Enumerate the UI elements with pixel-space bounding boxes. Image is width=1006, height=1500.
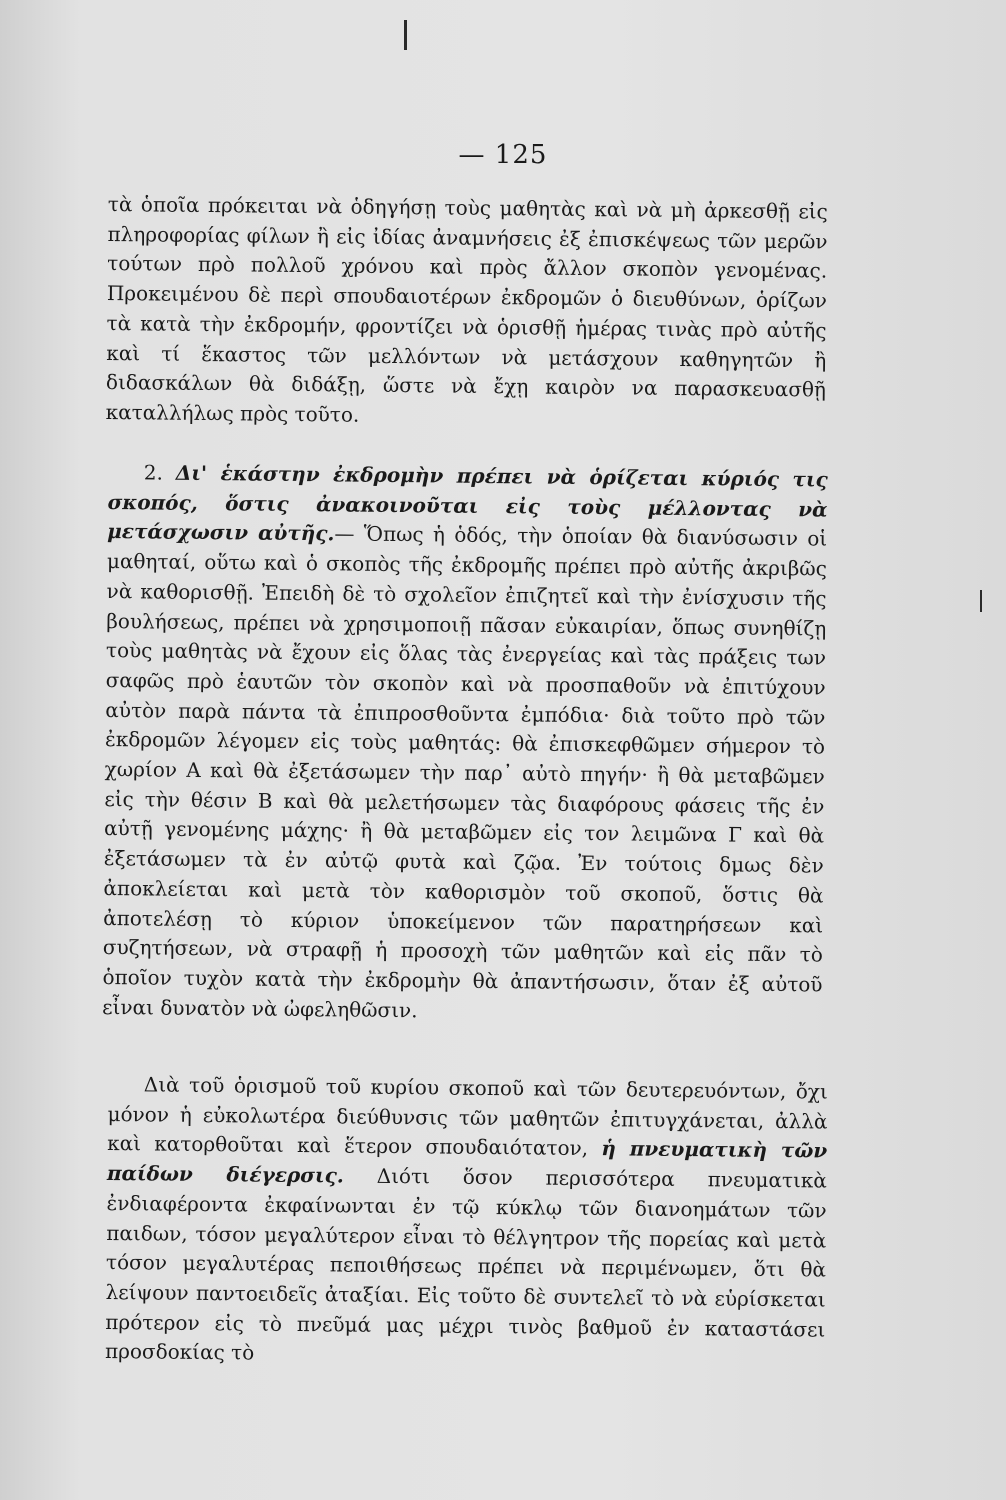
paragraph-text-end: Διότι ὅσον περισσότερα πνευματικὰ ἐνδιαφέροντα ἐκφαίνωνται ἐν τῷ κύκλῳ τῶν διανοημάτων τῶν παιδων, τόσον μεγαλύτερον εἶναι τὸ θέλγητρον τῆς πορείας καὶ μετὰ τόσον μεγαλυτέρας πεποιθήσεως πρέπει νὰ περιμένωμεν, ὅτι θὰ λείψουν παντοειδεῖς ἀταξίαι. Εἰς τοῦτο δὲ συντελεῖ τὸ νὰ εὑρίσκεται πρότερον εἰς τὸ πνεῦμά μας μέχρι τινὸς βαθμοῦ ἐν καταστάσει προσδοκίας τὸ	[104, 1163, 828, 1365]
page-number: — 125	[458, 140, 548, 170]
paragraph-text-start: Διὰ τοῦ ὁρισμοῦ τοῦ κυρίου σκοποῦ καὶ τῶν δευτερευόντων, ὄχι μόνον ἡ εὐκολωτέρα διεύθυνσις τῶν μαθητῶν ἐπιτυγχάνεται, ἀλλὰ καὶ κατορθοῦται καὶ ἕτερον σπουδαιότατον,	[107, 1072, 828, 1161]
section-2-paragraph	[102, 458, 828, 1030]
paragraph-continuation: τὰ ὁποῖα πρόκειται νὰ ὁδηγήσῃ τοὺς μαθητὰς καὶ νὰ μὴ ἀρκεσθῇ εἰς πληροφορίας φίλων ἢ εἰς ἰδίας ἀναμνήσεις ἐξ ἐπισκέψεως τῶν μερῶν τούτων πρὸ πολλοῦ χρόνου καὶ πρὸς ἄλλον σκοπὸν γενομένας. Προκειμένου δὲ περὶ σπουδαιοτέρων ἐκδρομῶν ὁ διευθύνων, ὁρίζων τὰ κατὰ τὴν ἐκδρομήν, φροντίζει νὰ ὁρισθῇ ἡμέρας τινὰς πρὸ αὐτῆς καὶ τί ἕκαστος τῶν μελλόντων νὰ μετάσχουν καθηγητῶν ἢ διδασκάλων θὰ διδάξῃ, ὥστε νὰ ἔχῃ καιρὸν να παρασκευασθῇ καταλλήλως πρὸς τοῦτο.	[105, 191, 828, 427]
section-heading: Δι' ἑκάστην ἐκδρομὴν πρέπει νὰ ὁρίζεται κύριός τις σκοπός, ὅστις ἀνακοινοῦται εἰς τοὺς μέλλοντας νὰ μετάσχωσιν αὐτῆς.	[107, 460, 828, 546]
section-body: — Ὅπως ἡ ὁδός, τὴν ὁποίαν θὰ διανύσωσιν οἱ μαθηταί, οὕτω καὶ ὁ σκοπὸς τῆς ἐκδρομῆς πρέπει πρὸ αὐτῆς ἀκριβῶς νὰ καθορισθῇ. Ἐπειδὴ δὲ τὸ σχολεῖον ἐπιζητεῖ καὶ τὴν ἐνίσχυσιν τῆς βουλήσεως, πρέπει νὰ χρησιμοποιῇ πᾶσαν εὐκαιρίαν, ὅπως συνηθίζῃ τοὺς μαθητὰς νὰ ἔχουν εἰς ὅλας τὰς ἐνεργείας καὶ τὰς πράξεις των σαφῶς πρὸ ἑαυτῶν τὸν σκοπὸν καὶ νὰ προσπαθοῦν νὰ ἐπιτύχουν αὐτὸν παρὰ πάντα τὰ ἐπιπροσθοῦντα ἐμπόδια· διὰ τοῦτο πρὸ τῶν ἐκδρομῶν λέγομεν εἰς τοὺς μαθητάς: θὰ ἐπισκεφθῶμεν σήμερον τὸ χωρίον Α καὶ θὰ ἐξετάσωμεν τὴν παρ᾽ αὐτὸ πηγήν· ἢ θὰ μεταβῶμεν εἰς τὴν θέσιν Β καὶ θὰ μελετήσωμεν τὰς διαφόρους φάσεις τῆς ἐν αὐτῇ γενομένης μάχης· ἢ θὰ μεταβῶμεν εἰς τον λειμῶνα Γ καὶ θὰ ἐξετάσωμεν τὰ ἐν αὐτῷ φυτὰ καὶ ζῷα. Ἐν τούτοις δμως δὲν ἀποκλείεται καὶ μετὰ τὸν καθορισμὸν τοῦ σκοποῦ, ὅστις θὰ ἀποτελέσῃ τὸ κύριον ὑποκείμενον τῶν παρατηρήσεων καὶ συζητήσεων, νὰ στραφῇ ἡ προσοχὴ τῶν μαθητῶν καὶ εἰς πᾶν τὸ ὁποῖον τυχὸν κατὰ τὴν ἐκδρομὴν θὰ ἀπαντήσωσιν, ὅταν ἐξ αὐτοῦ εἶναι δυνατὸν νὰ ὠφεληθῶσιν.	[102, 521, 828, 1022]
paragraph-aim-definition	[105, 1070, 828, 1375]
emphasized-phrase: ἡ πνευματικὴ τῶν παίδων διέγερσις.	[106, 1136, 828, 1188]
scan-edge-mark-top	[404, 20, 407, 50]
scan-edge-mark-right	[980, 590, 982, 612]
section-number: 2.	[143, 460, 164, 485]
